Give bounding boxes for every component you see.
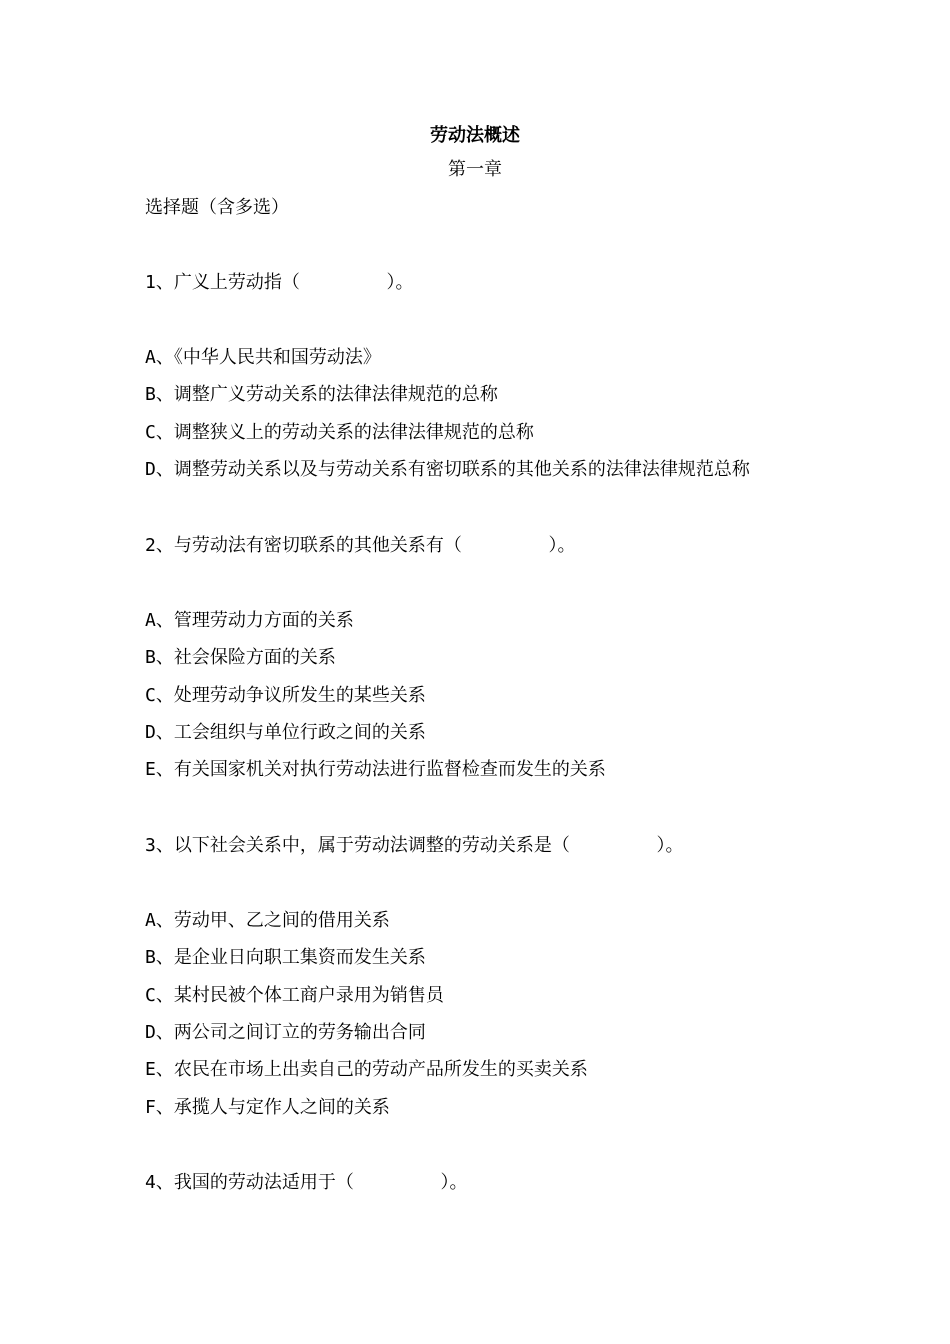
option-d: D、调整劳动关系以及与劳动关系有密切联系的其他关系的法律法律规范总称 xyxy=(145,459,750,480)
document-title: 劳动法概述 xyxy=(430,125,520,146)
question-stem: 4、我国的劳动法适用于（ ）。 xyxy=(145,1172,468,1193)
option-c: C、处理劳动争议所发生的某些关系 xyxy=(145,685,426,706)
option-a: A、管理劳动力方面的关系 xyxy=(145,610,354,631)
option-c: C、某村民被个体工商户录用为销售员 xyxy=(145,985,444,1006)
option-e: E、有关国家机关对执行劳动法进行监督检查而发生的关系 xyxy=(145,759,606,780)
option-d: D、两公司之间订立的劳务输出合同 xyxy=(145,1022,426,1043)
question-stem: 3、以下社会关系中，属于劳动法调整的劳动关系是（ ）。 xyxy=(145,835,684,856)
section-heading: 选择题（含多选） xyxy=(145,197,289,218)
option-b: B、调整广义劳动关系的法律法律规范的总称 xyxy=(145,384,498,405)
option-a: A、劳动甲、乙之间的借用关系 xyxy=(145,910,390,931)
option-b: B、是企业日向职工集资而发生关系 xyxy=(145,947,426,968)
question-stem: 1、广义上劳动指（ ）。 xyxy=(145,272,414,293)
option-a: A、《中华人民共和国劳动法》 xyxy=(145,347,381,368)
option-c: C、调整狭义上的劳动关系的法律法律规范的总称 xyxy=(145,422,534,443)
option-d: D、工会组织与单位行政之间的关系 xyxy=(145,722,426,743)
question-stem: 2、与劳动法有密切联系的其他关系有（ ）。 xyxy=(145,535,576,556)
option-e: E、农民在市场上出卖自己的劳动产品所发生的买卖关系 xyxy=(145,1059,588,1080)
option-f: F、承揽人与定作人之间的关系 xyxy=(145,1097,390,1118)
chapter-heading: 第一章 xyxy=(448,159,502,180)
option-b: B、社会保险方面的关系 xyxy=(145,647,336,668)
